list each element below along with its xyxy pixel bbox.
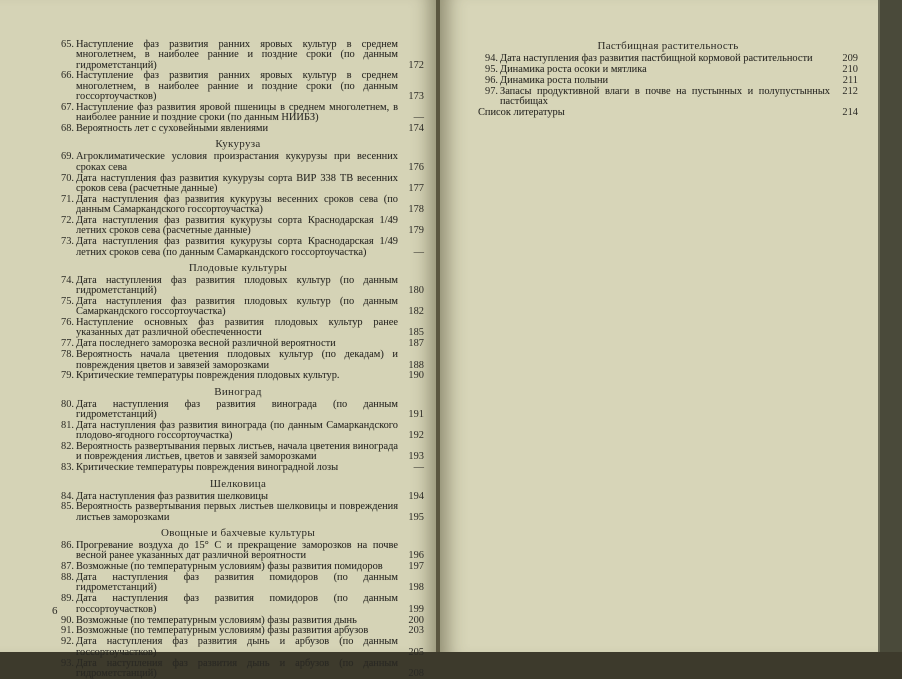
entry-number: 94. xyxy=(478,54,500,64)
entry-title: Дата наступления фаз развития пастбищной кормовой растительности xyxy=(500,54,836,64)
entry-number: 69. xyxy=(52,152,76,173)
entry-page: 191 xyxy=(404,410,424,420)
toc-entry xyxy=(52,40,424,71)
bibliography-label: Список литературы xyxy=(478,108,836,118)
entry-number: 84. xyxy=(52,492,76,502)
entry-number: 73. xyxy=(52,237,76,258)
entry-page: 188 xyxy=(404,361,424,371)
section-title: Плодовые культуры xyxy=(52,262,424,274)
entry-title: Дата наступления фаз развития кукурузы сорта ВИР 338 ТВ весенних сроков сева (расчетные данные) xyxy=(76,174,404,195)
entry-number: 96. xyxy=(478,76,500,86)
entry-number: 90. xyxy=(52,616,76,626)
toc-entry xyxy=(52,421,424,442)
entry-page: 176 xyxy=(404,163,424,173)
entry-page: 197 xyxy=(404,562,424,572)
entry-title: Возможные (по температурным условиям) фазы развития помидоров xyxy=(76,562,404,572)
entry-number: 65. xyxy=(52,40,76,71)
toc-entry xyxy=(52,350,424,371)
entry-title: Возможные (по температурным условиям) фазы развития дынь xyxy=(76,616,404,626)
bibliography-page: 214 xyxy=(836,108,858,118)
bibliography-entry xyxy=(478,108,858,118)
entry-title: Наступление основных фаз развития плодовых культур ранее указанных дат различной обеспеченности xyxy=(76,318,404,339)
entry-title: Наступление фаз развития ранних яровых культур в среднем многолетнем, в наиболее ранние и поздние сроки (по данным гидрометстанций) xyxy=(76,40,404,71)
entry-number: 91. xyxy=(52,626,76,636)
entry-title: Запасы продуктивной влаги в почве на пустынных и полупустынных пастбищах xyxy=(500,87,836,108)
section-title: Кукуруза xyxy=(52,138,424,150)
entry-title: Вероятность лет с суховейными явлениями xyxy=(76,124,404,134)
toc-entry xyxy=(52,573,424,594)
entry-page: — xyxy=(404,463,424,473)
toc-entry xyxy=(52,659,424,679)
toc-entry xyxy=(52,442,424,463)
entry-title: Дата наступления фаз развития винограда (по данным Самаркандского плодово-ягодного госсортоучастка) xyxy=(76,421,404,442)
toc-entry xyxy=(52,371,424,381)
entry-title: Наступление фаз развития яровой пшеницы в среднем многолетнем, в наиболее ранние и поздние сроки (по данным НИИБЗ) xyxy=(76,103,404,124)
entry-page: 177 xyxy=(404,184,424,194)
toc-entry xyxy=(478,54,858,64)
entry-page: 187 xyxy=(404,339,424,349)
entry-number: 93. xyxy=(52,659,76,679)
entry-title: Критические температуры повреждения плодовых культур. xyxy=(76,371,404,381)
entry-number: 66. xyxy=(52,71,76,102)
entry-title: Дата наступления фаз развития помидоров (по данным госсортоучастков) xyxy=(76,594,404,615)
entry-page: 193 xyxy=(404,452,424,462)
entry-number: 68. xyxy=(52,124,76,134)
entry-number: 92. xyxy=(52,637,76,658)
toc-entry xyxy=(52,400,424,421)
entry-page: — xyxy=(404,248,424,258)
entry-page: 194 xyxy=(404,492,424,502)
toc-entry xyxy=(52,502,424,523)
entry-title: Динамика роста осоки и мятлика xyxy=(500,65,836,75)
entry-page: 178 xyxy=(404,205,424,215)
entry-page: 210 xyxy=(836,65,858,75)
entry-title: Дата наступления фаз развития шелковицы xyxy=(76,492,404,502)
toc-entry xyxy=(52,492,424,502)
entry-number: 75. xyxy=(52,297,76,318)
toc-entry xyxy=(52,152,424,173)
entry-title: Дата последнего заморозка весной различной вероятности xyxy=(76,339,404,349)
entry-title: Дата наступления фаз развития кукурузы весенних сроков сева (по данным Самаркандского госсортоучастка) xyxy=(76,195,404,216)
toc-entry xyxy=(52,276,424,297)
section-title: Пастбищная растительность xyxy=(478,40,858,52)
entry-title: Дата наступления фаз развития плодовых культур (по данным Самаркандского госсортоучастка) xyxy=(76,297,404,318)
entry-page: 209 xyxy=(836,54,858,64)
book-cover-edge xyxy=(878,0,902,652)
entry-title: Дата наступления фаз развития дынь и арбузов (по данным гидрометстанций) xyxy=(76,659,404,679)
entry-page: 190 xyxy=(404,371,424,381)
entry-page: 212 xyxy=(836,87,858,97)
entry-title: Дата наступления фаз развития дынь и арбузов (по данным госсортоучастков) xyxy=(76,637,404,658)
entry-title: Критические температуры повреждения виноградной лозы xyxy=(76,463,404,473)
toc-entry xyxy=(52,541,424,562)
entry-title: Вероятность развертывания первых листьев, начала цветения винограда и повреждения листьев, цветов и завязей заморозками xyxy=(76,442,404,463)
entry-number: 67. xyxy=(52,103,76,124)
entry-title: Динамика роста полыни xyxy=(500,76,836,86)
entry-number: 80. xyxy=(52,400,76,421)
entry-page: — xyxy=(404,113,424,123)
entry-page: 195 xyxy=(404,513,424,523)
toc-entry xyxy=(52,318,424,339)
toc-entry xyxy=(52,103,424,124)
entry-number: 70. xyxy=(52,174,76,195)
entry-number: 81. xyxy=(52,421,76,442)
left-page xyxy=(0,0,438,652)
entry-page: 180 xyxy=(404,286,424,296)
entry-title: Дата наступления фаз развития помидоров (по данным гидрометстанций) xyxy=(76,573,404,594)
entry-number: 89. xyxy=(52,594,76,615)
entry-number: 77. xyxy=(52,339,76,349)
entry-number: 71. xyxy=(52,195,76,216)
toc-entry xyxy=(52,124,424,134)
toc-entry xyxy=(478,87,858,108)
entry-page: 211 xyxy=(836,76,858,86)
right-page xyxy=(440,0,878,652)
entry-number: 87. xyxy=(52,562,76,572)
entry-number: 97. xyxy=(478,87,500,108)
toc-entry xyxy=(52,216,424,237)
entry-page: 192 xyxy=(404,431,424,441)
entry-page: 200 xyxy=(404,616,424,626)
toc-entry xyxy=(52,594,424,615)
entry-title: Агроклиматические условия произрастания кукурузы при весенних сроках сева xyxy=(76,152,404,173)
section-title: Виноград xyxy=(52,386,424,398)
toc-entry xyxy=(52,297,424,318)
entry-page: 179 xyxy=(404,226,424,236)
entry-page: 173 xyxy=(404,92,424,102)
toc-entry xyxy=(52,637,424,658)
entry-number: 72. xyxy=(52,216,76,237)
entry-title: Вероятность начала цветения плодовых культур (по декадам) и повреждения цветов и завязей заморозками xyxy=(76,350,404,371)
entry-title: Дата наступления фаз развития кукурузы сорта Краснодарская 1/49 летних сроков сева (по данным Самаркандского госсортоучастка) xyxy=(76,237,404,258)
entry-title: Дата наступления фаз развития винограда (по данным гидрометстанций) xyxy=(76,400,404,421)
entry-number: 95. xyxy=(478,65,500,75)
entry-number: 88. xyxy=(52,573,76,594)
entry-number: 85. xyxy=(52,502,76,523)
entry-number: 76. xyxy=(52,318,76,339)
entry-title: Возможные (по температурным условиям) фазы развития арбузов xyxy=(76,626,404,636)
entry-page: 172 xyxy=(404,61,424,71)
section-title: Овощные и бахчевые культуры xyxy=(52,527,424,539)
entry-page: 208 xyxy=(404,669,424,679)
section-title: Шелковица xyxy=(52,478,424,490)
entry-page: 199 xyxy=(404,605,424,615)
entry-title: Наступление фаз развития ранних яровых культур в среднем многолетнем, в наиболее ранние и поздние сроки (по данным госсортоучастков) xyxy=(76,71,404,102)
entry-page: 205 xyxy=(404,648,424,658)
entry-page: 198 xyxy=(404,583,424,593)
entry-number: 86. xyxy=(52,541,76,562)
entry-number: 74. xyxy=(52,276,76,297)
entry-title: Дата наступления фаз развития кукурузы сорта Краснодарская 1/49 летних сроков сева (расчетные данные) xyxy=(76,216,404,237)
page-number: 6 xyxy=(52,605,58,617)
left-toc xyxy=(52,40,424,679)
toc-entry xyxy=(52,195,424,216)
entry-page: 203 xyxy=(404,626,424,636)
toc-entry xyxy=(52,463,424,473)
entry-page: 174 xyxy=(404,124,424,134)
entry-title: Дата наступления фаз развития плодовых культур (по данным гидрометстанций) xyxy=(76,276,404,297)
entry-page: 196 xyxy=(404,551,424,561)
toc-entry xyxy=(52,237,424,258)
entry-number: 82. xyxy=(52,442,76,463)
entry-title: Прогревание воздуха до 15° С и прекращение заморозков на почве весной ранее указанных дат различной вероятности xyxy=(76,541,404,562)
toc-entry xyxy=(52,71,424,102)
entry-page: 185 xyxy=(404,328,424,338)
entry-number: 79. xyxy=(52,371,76,381)
entry-number: 78. xyxy=(52,350,76,371)
toc-entry xyxy=(52,174,424,195)
toc-entry xyxy=(478,65,858,75)
toc-entry xyxy=(478,76,858,86)
entry-number: 83. xyxy=(52,463,76,473)
entry-title: Вероятность развертывания первых листьев шелковицы и повреждения листьев заморозками xyxy=(76,502,404,523)
right-toc xyxy=(478,54,858,107)
entry-page: 182 xyxy=(404,307,424,317)
